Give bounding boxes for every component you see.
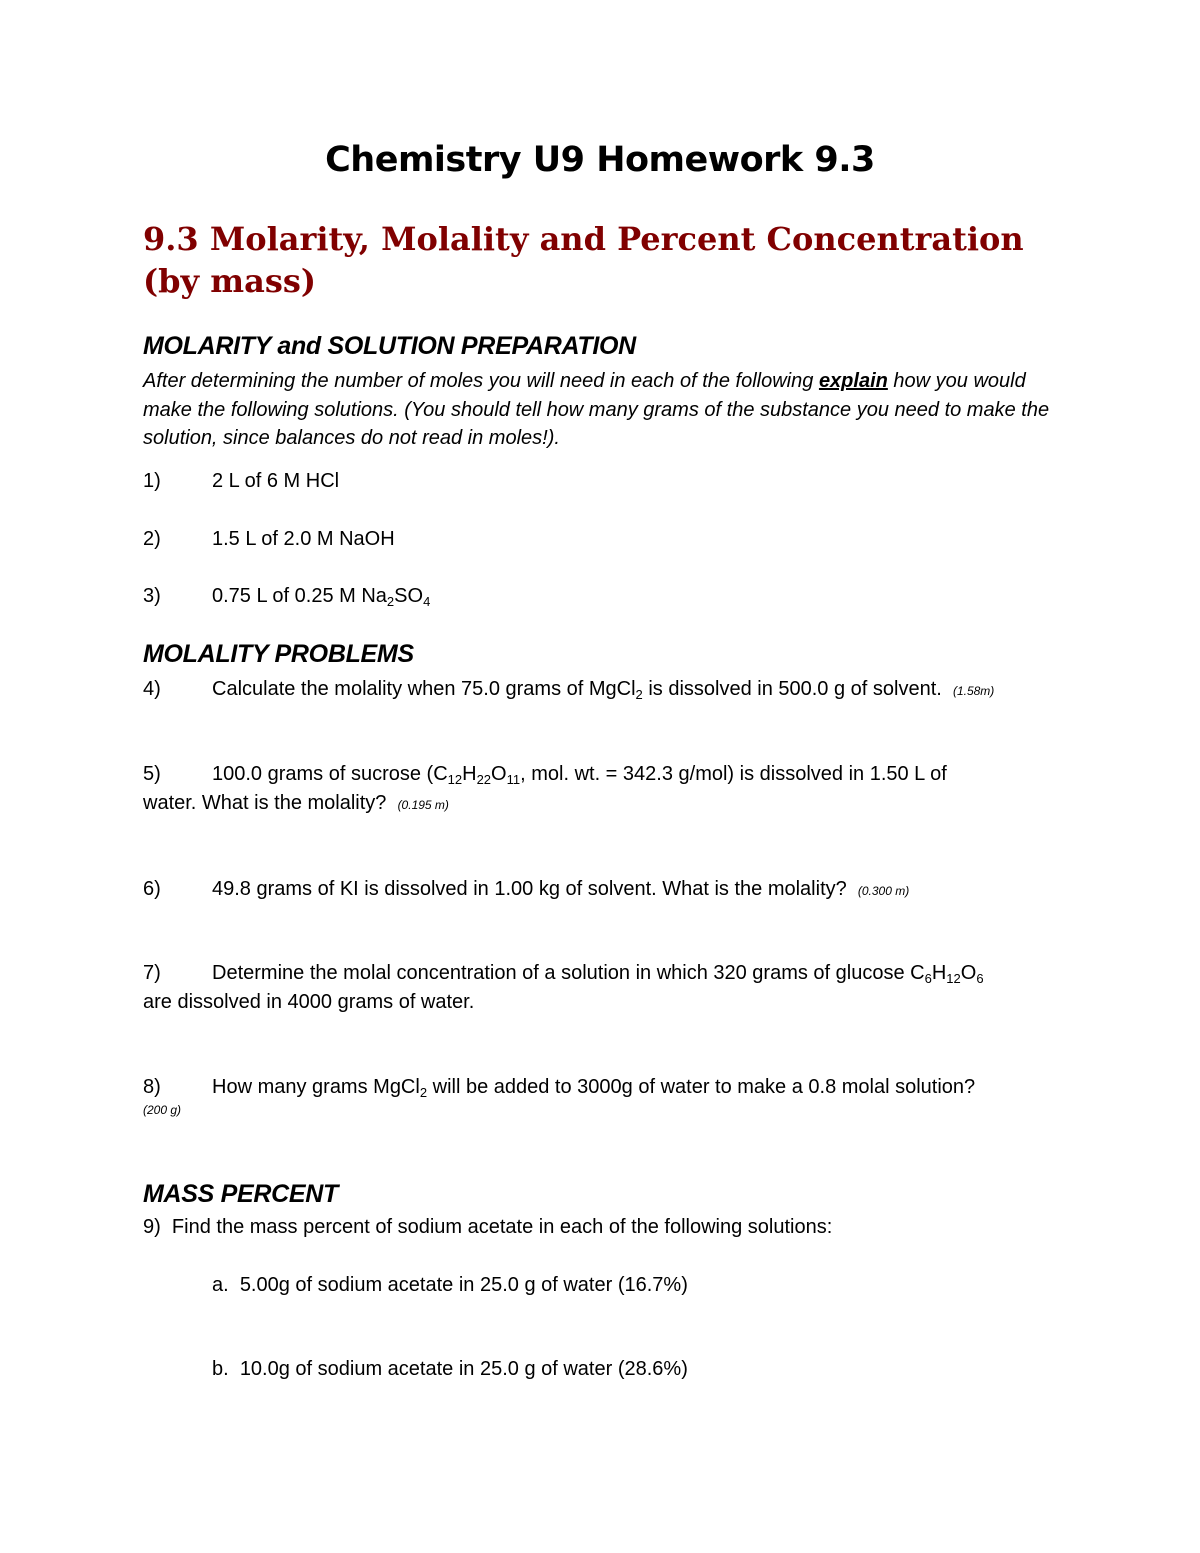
intro-text-before: After determining the number of moles you will need in each of the following <box>143 370 819 392</box>
problem-7-text: Determine the molal concentration of a solution in which 320 grams of glucose $C_6H_{12}O_6$ <box>212 962 984 986</box>
problem-6-answer: (0.300 m) <box>857 884 910 898</box>
molality-heading: MOLALITY PROBLEMS <box>143 640 414 668</box>
problem-8-text: How many grams MgCl$_2$ will be added to 3000g of water to make a 0.8 molal solution? <box>212 1076 976 1100</box>
problem-4-text: Calculate the molality when 75.0 grams of MgCl$_2$ is dissolved in 500.0 g of solvent. (1.58m) <box>212 678 995 702</box>
problem-5-answer: (0.195 m) <box>397 798 449 812</box>
problem-3-number: 3) <box>143 585 161 607</box>
problem-6-text: 49.8 grams of KI is dissolved in 1.00 kg of solvent. What is the molality? (0.300 m) <box>212 878 910 900</box>
molarity-heading: MOLARITY and SOLUTION PREPARATION <box>143 332 636 360</box>
problem-9-text: 9) Find the mass percent of sodium acetate in each of the following solutions: <box>143 1216 833 1238</box>
problem-9b: b. 10.0g of sodium acetate in 25.0 g of water (28.6%) <box>212 1358 688 1380</box>
intro-emphasis: explain <box>818 370 888 392</box>
problem-2-number: 2) <box>143 528 161 550</box>
intro-text-after: how you would make the following solutions. (You should tell how many grams of the substance you need to make the solution, since balances do not read in moles!). <box>143 370 1050 449</box>
problem-3-text: 0.75 L of 0.25 M $Na_2SO_4$ <box>212 585 431 609</box>
document-title: Chemistry U9 Homework 9.3 <box>325 140 875 180</box>
problem-2-text: 1.5 L of 2.0 M NaOH <box>212 528 395 550</box>
problem-7-number: 7) <box>143 962 161 984</box>
problem-9a: a. 5.00g of sodium acetate in 25.0 g of water (16.7%) <box>212 1274 688 1296</box>
problem-5-text: 100.0 grams of sucrose ($C_{12}H_{22}O_{11}$, mol. wt. = 342.3 g/mol) is dissolved in 1.50 L of <box>212 763 947 787</box>
mass-percent-heading: MASS PERCENT <box>143 1180 339 1208</box>
problem-5-line2: water. What is the molality? (0.195 m) <box>143 792 449 814</box>
problem-5-number: 5) <box>143 763 161 785</box>
problem-8-number: 8) <box>143 1076 161 1098</box>
problem-6-number: 6) <box>143 878 161 900</box>
problem-8-answer: (200 g) <box>143 1103 182 1117</box>
problem-4-number: 4) <box>143 678 161 700</box>
molarity-instructions <box>143 367 1063 453</box>
problem-4-answer: (1.58m) <box>952 684 995 698</box>
problem-7-line2: are dissolved in 4000 grams of water. <box>143 991 475 1013</box>
problem-1-number: 1) <box>143 470 161 492</box>
section-subtitle: 9.3 Molarity, Molality and Percent Concentration (by mass) <box>143 220 1024 300</box>
problem-1-text: 2 L of 6 M HCl <box>212 470 340 492</box>
